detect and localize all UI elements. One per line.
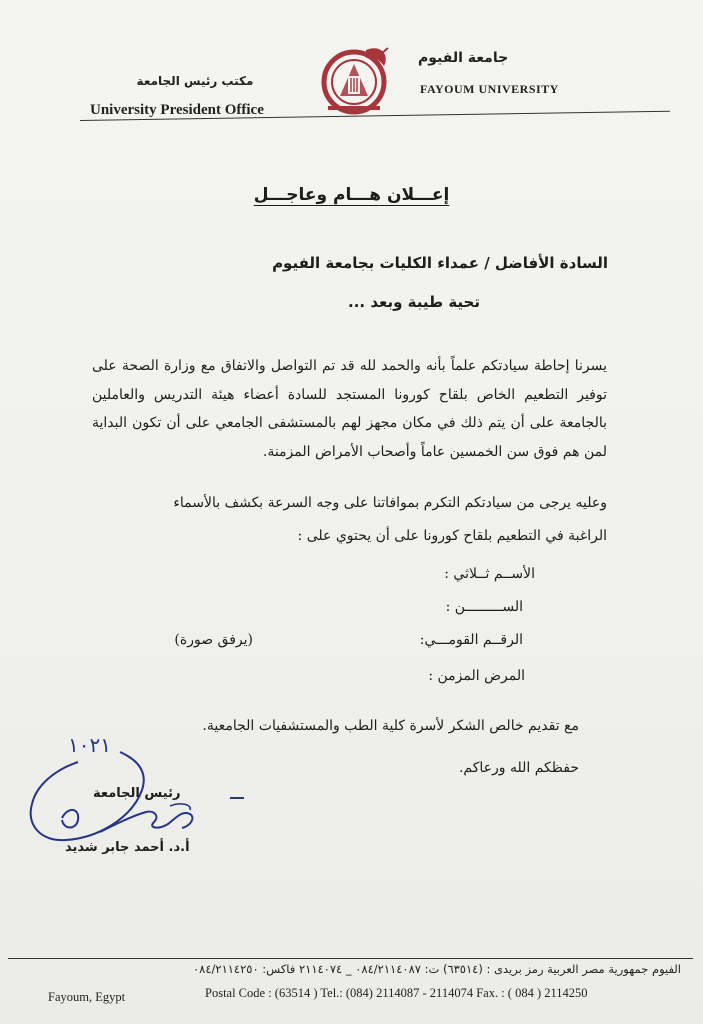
- addressee-line: السادة الأفاضل / عمداء الكليات بجامعة الفيوم: [272, 254, 608, 272]
- fayoum-university-logo-icon: [318, 40, 394, 120]
- field-chronic-disease: المرض المزمن :: [428, 668, 525, 684]
- field-full-name: الأســم ثــلاثي :: [444, 566, 535, 582]
- signatory-name: أ.د. أحمد جابر شديد: [65, 840, 190, 855]
- thanks-line: مع تقديم خالص الشكر لأسرة كلية الطب والمستشفيات الجامعية.: [202, 718, 579, 734]
- footer-divider: [8, 958, 693, 959]
- announcement-title: إعـــلان هـــام وعاجـــل: [253, 185, 450, 205]
- greeting-line: تحية طيبة وبعد ...: [348, 293, 480, 311]
- signature-dash: [230, 797, 244, 799]
- president-office-arabic: مكتب رئيس الجامعة: [136, 74, 254, 88]
- university-name-arabic: جامعة الفيوم: [418, 50, 509, 66]
- closing-line: حفظكم الله ورعاكم.: [458, 760, 579, 776]
- field-national-id-note: (يرفق صورة): [174, 632, 253, 648]
- footer-city-english: Fayoum, Egypt: [48, 990, 126, 1004]
- field-national-id: الرقــم القومـــي:: [419, 632, 523, 648]
- body-paragraph-2-line-2: الراغبة في التطعيم بلقاح كورونا على أن يحتوي على :: [297, 528, 607, 544]
- signatory-title: رئيس الجامعة: [93, 786, 181, 801]
- signature-date-mark: ١٠٢١: [68, 733, 111, 757]
- president-office-english: University President Office: [90, 102, 264, 118]
- body-paragraph-1: يسرنا إحاطة سيادتكم علماً بأنه والحمد لله قد تم التواصل والاتفاق مع وزارة الصحة على توفير التطعيم الخاص بلقاح كورونا المستجد للسادة أعضاء هيئة التدريس والعاملين بالجامعة على أن يتم ذلك في مكان مجهز لهم بالمستشفى الجامعي على أن تكون البداية لمن هم فوق سن الخمسين عاماً وأصحاب الأمراض المزمنة.: [92, 358, 607, 460]
- footer-address-arabic: الفيوم جمهورية مصر العربية رمز بريدى : (٦٣٥١٤) ت: ٠٨٤/٢١١٤٠٨٧ _ ٢١١٤٠٧٤ فاكس: ٠٨٤/٢١١٤٢٥٠: [192, 962, 681, 976]
- field-age: الســـــــــن :: [445, 599, 523, 615]
- university-name-english: FAYOUM UNIVERSITY: [420, 82, 559, 96]
- body-paragraph-2-line-1: وعليه يرجى من سيادتكم التكرم بموافاتنا على وجه السرعة بكشف بالأسماء: [173, 495, 607, 511]
- footer-contact-english: Postal Code : (63514 ) Tel.: (084) 2114087 - 2114074 Fax. : ( 084 ) 2114250: [205, 986, 588, 1000]
